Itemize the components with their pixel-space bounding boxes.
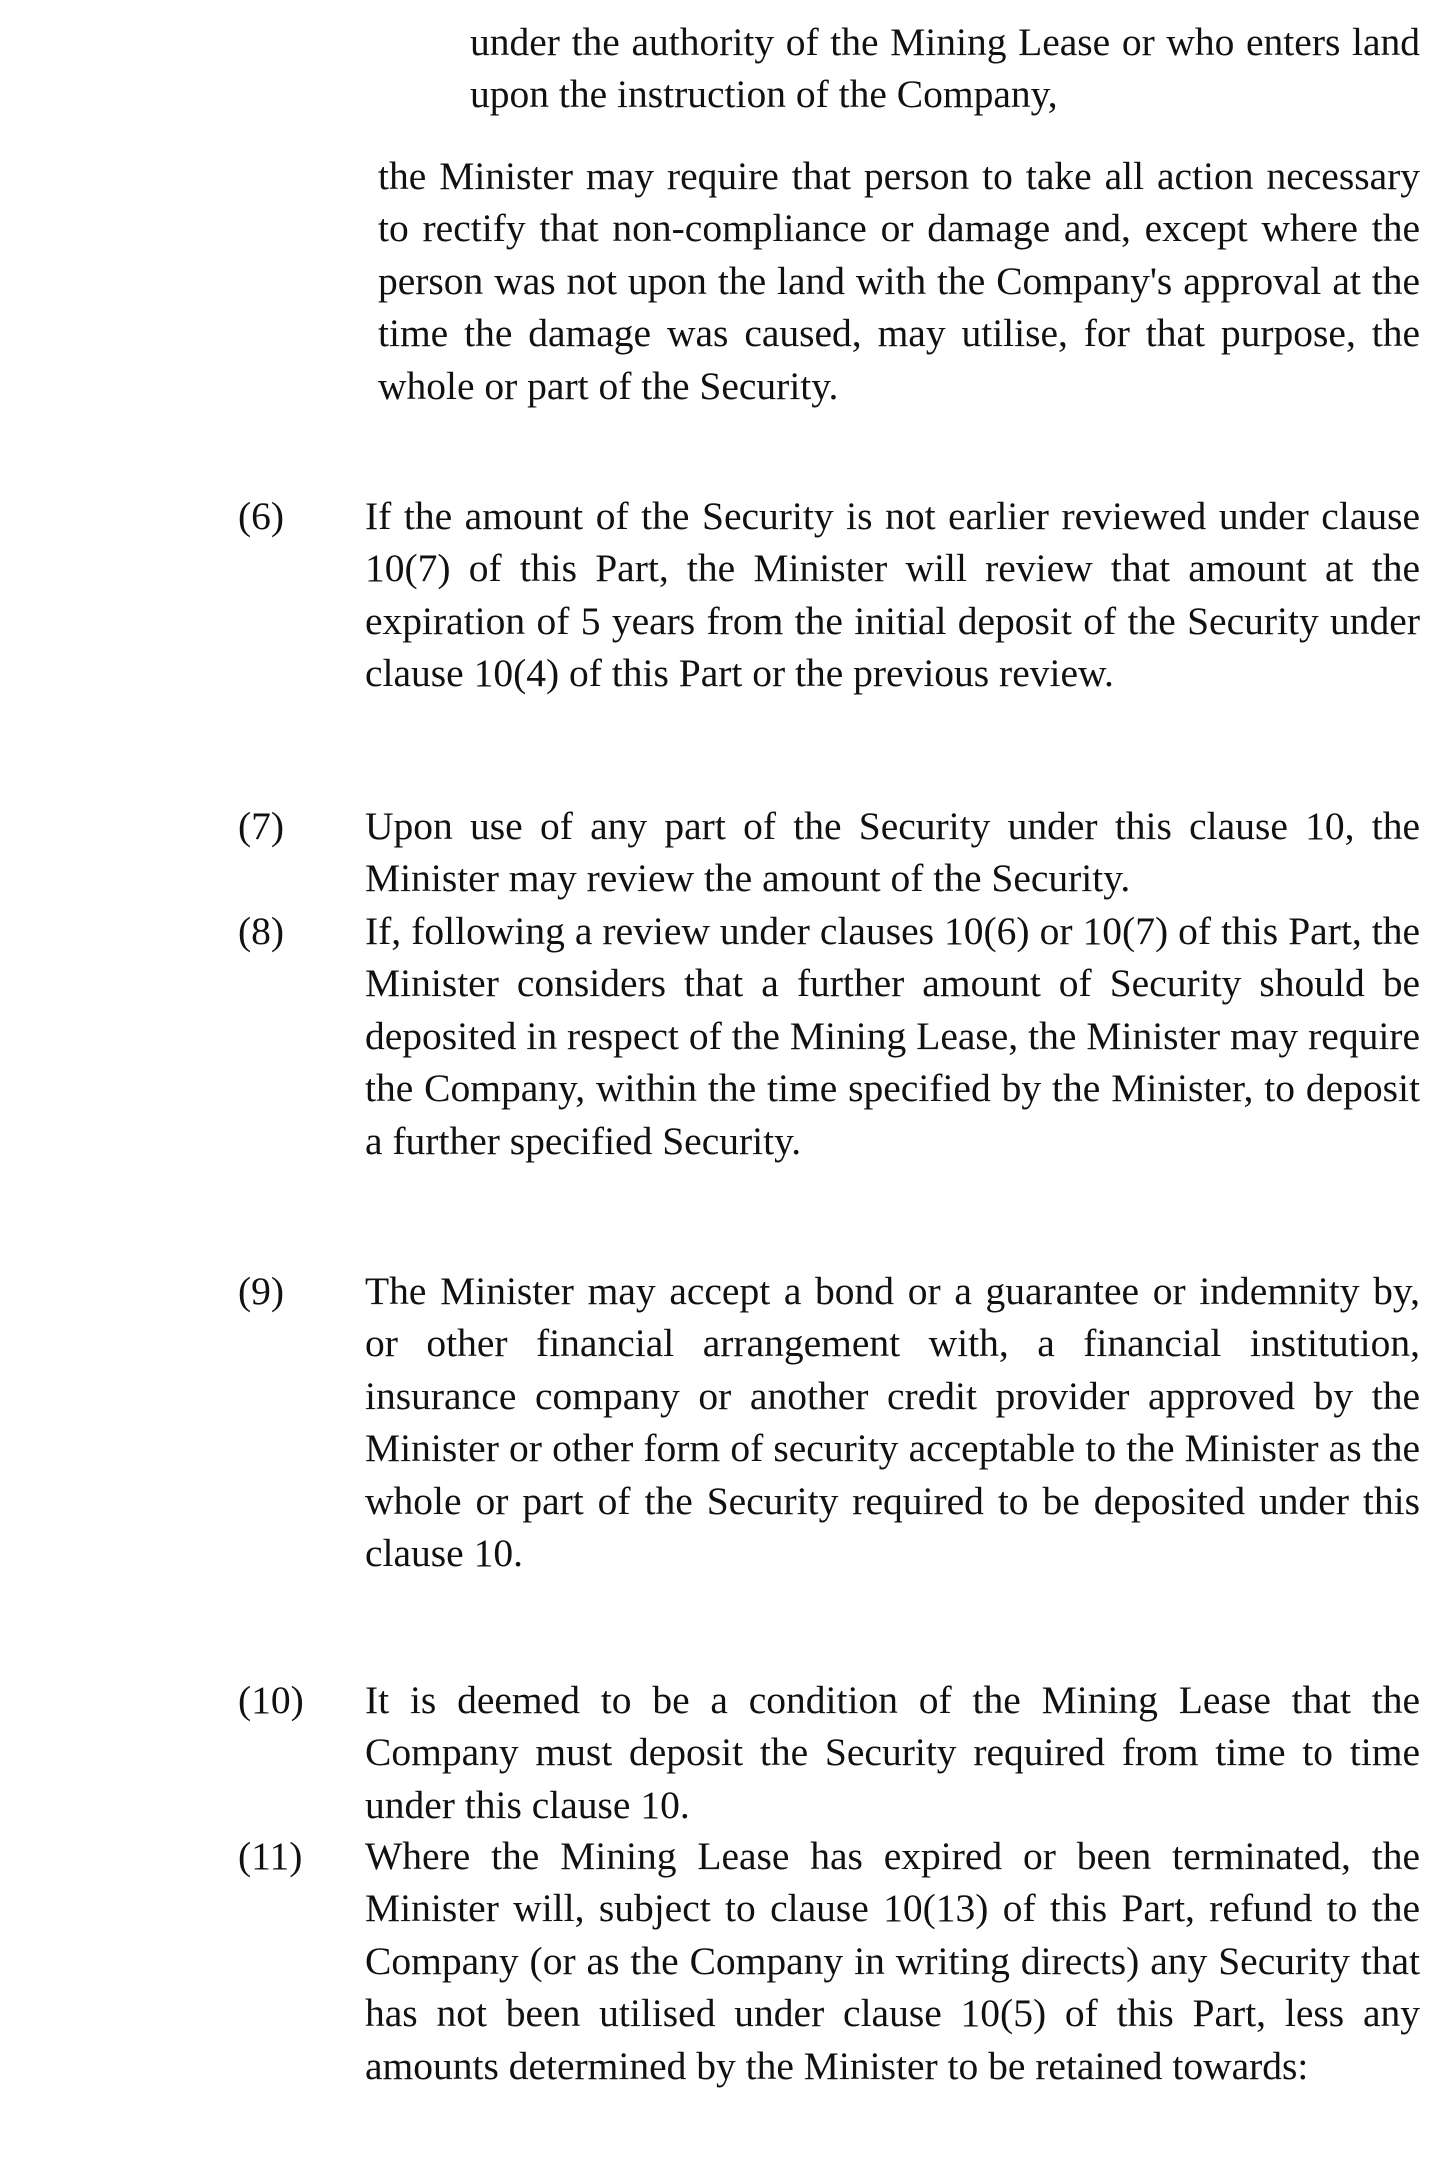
clause-text: Upon use of any part of the Security under this clause 10, the Minister may review the amount of the Security. xyxy=(365,804,1420,901)
clause-number: (7) xyxy=(238,804,285,848)
clause-number: (8) xyxy=(238,909,285,953)
clause-text: If, following a review under clauses 10(6) or 10(7) of this Part, the Minister considers that a further amount of Security should be deposited in respect of the Mining Lease, the Minister may require the Company, within the time specified by the Minister, to deposit a further specified Security. xyxy=(365,909,1420,1163)
clause-text: The Minister may accept a bond or a guarantee or indemnity by, or other financial arrangement with, a financial institution, insurance company or another credit provider approved by the Minister or other form of security acceptable to the Minister as the whole or part of the Security required to be deposited under this clause 10. xyxy=(365,1269,1420,1576)
clause-number: (9) xyxy=(238,1269,285,1313)
paragraph-continuation: the Minister may require that person to take all action necessary to rectify that non-compliance or damage and, except where the person was not upon the land with the Company's approval at the time the damage was caused, may utilise, for that purpose, the whole or part of the Security. xyxy=(378,154,1420,408)
clause-text: If the amount of the Security is not earlier reviewed under clause 10(7) of this Part, the Minister will review that amount at the expiration of 5 years from the initial deposit of the Security under clause 10(4) of this Part or the previous review. xyxy=(365,494,1420,696)
paragraph-fragment-top: under the authority of the Mining Lease or who enters land upon the instruction of the Company, xyxy=(470,20,1420,117)
clause-number: (11) xyxy=(238,1834,303,1878)
clause-number: (6) xyxy=(238,494,285,538)
clause-text: Where the Mining Lease has expired or been terminated, the Minister will, subject to clause 10(13) of this Part, refund to the Company (or as the Company in writing directs) any Security that has not been utilised under clause 10(5) of this Part, less any amounts determined by the Minister to be retained towards: xyxy=(365,1834,1420,2088)
clause-number: (10) xyxy=(238,1678,304,1722)
clause-text: It is deemed to be a condition of the Mining Lease that the Company must deposit the Security required from time to time under this clause 10. xyxy=(365,1678,1420,1827)
